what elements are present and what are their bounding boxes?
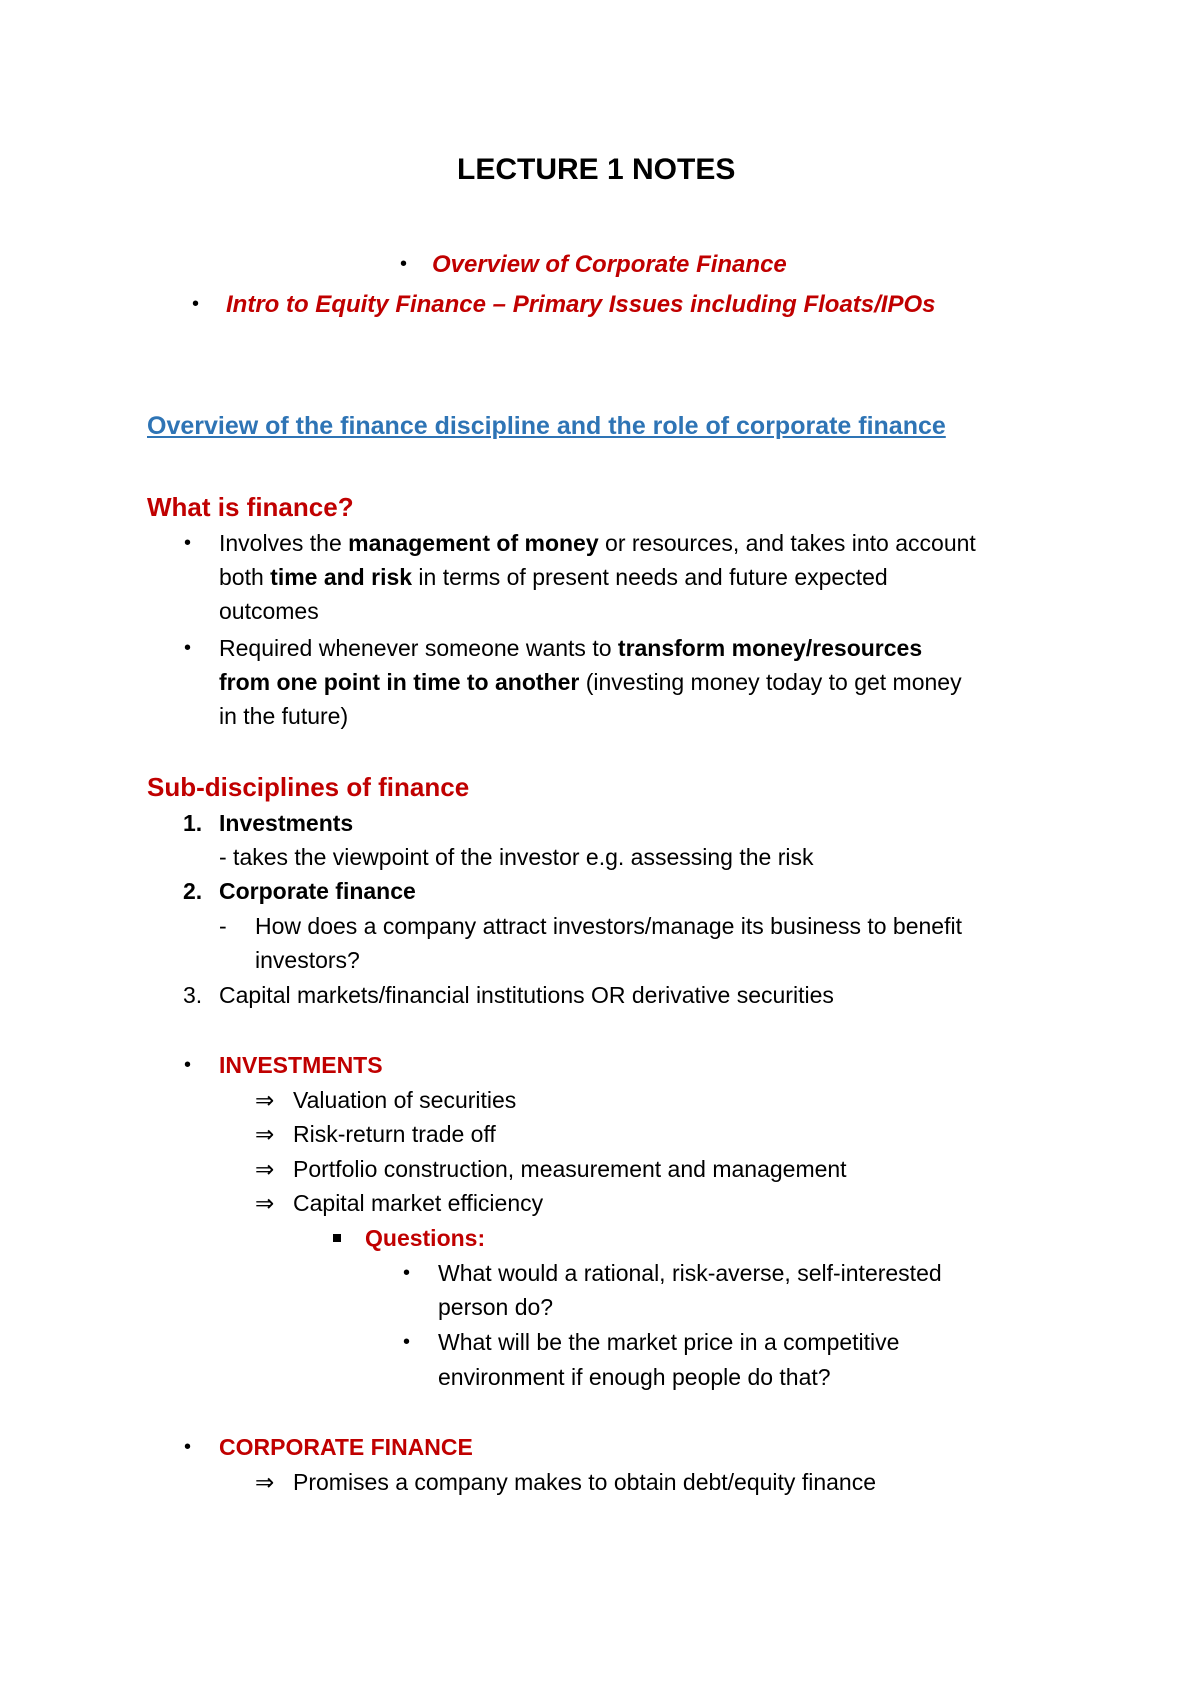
paragraph-line: from one point in time to another (investing money today to get money bbox=[219, 669, 962, 695]
corporate-finance-point: Promises a company makes to obtain debt/equity finance bbox=[293, 1469, 876, 1495]
bullet-icon: • bbox=[184, 1436, 192, 1458]
topic-item: Intro to Equity Finance – Primary Issues including Floats/IPOs bbox=[226, 291, 936, 318]
list-item-label: Corporate finance bbox=[219, 878, 416, 904]
bullet-icon: • bbox=[184, 637, 192, 659]
list-item-label: Capital markets/financial institutions OR derivative securities bbox=[219, 982, 834, 1008]
bullet-icon: • bbox=[403, 1262, 411, 1284]
bullet-icon: • bbox=[400, 253, 408, 275]
bullet-icon: • bbox=[192, 293, 200, 315]
arrow-icon: ⇒ bbox=[255, 1087, 275, 1113]
square-bullet-icon bbox=[333, 1234, 341, 1242]
list-item-desc: How does a company attract investors/manage its business to benefit bbox=[255, 913, 962, 939]
arrow-icon: ⇒ bbox=[255, 1469, 275, 1495]
list-item-desc: - takes the viewpoint of the investor e.g. assessing the risk bbox=[219, 844, 814, 870]
arrow-icon: ⇒ bbox=[255, 1190, 275, 1216]
bullet-icon: • bbox=[184, 1054, 192, 1076]
paragraph-line: both time and risk in terms of present needs and future expected bbox=[219, 564, 888, 590]
arrow-icon: ⇒ bbox=[255, 1156, 275, 1182]
paragraph-line: outcomes bbox=[219, 598, 319, 624]
list-item-desc: investors? bbox=[255, 947, 360, 973]
bullet-icon: • bbox=[184, 532, 192, 554]
paragraph-line: Involves the management of money or resources, and takes into account bbox=[219, 530, 976, 556]
page-title: LECTURE 1 NOTES bbox=[457, 153, 736, 186]
paragraph-line: Required whenever someone wants to transform money/resources bbox=[219, 635, 923, 661]
sub-disciplines-heading: Sub-disciplines of finance bbox=[147, 772, 470, 802]
paragraph-line: in the future) bbox=[219, 703, 349, 729]
what-is-finance-heading: What is finance? bbox=[147, 492, 354, 522]
investments-heading: INVESTMENTS bbox=[219, 1052, 383, 1078]
list-item-label: Investments bbox=[219, 810, 354, 836]
investments-point: Risk-return trade off bbox=[293, 1121, 496, 1147]
question-line: environment if enough people do that? bbox=[438, 1364, 831, 1390]
section-heading: Overview of the finance discipline and the role of corporate finance bbox=[147, 412, 946, 440]
topic-item: Overview of Corporate Finance bbox=[432, 251, 787, 278]
investments-point: Valuation of securities bbox=[293, 1087, 517, 1113]
bullet-icon: • bbox=[403, 1331, 411, 1353]
list-number: 2. bbox=[183, 878, 203, 904]
dash: - bbox=[219, 913, 227, 939]
question-line: What would a rational, risk-averse, self-interested bbox=[438, 1260, 942, 1286]
question-line: What will be the market price in a competitive bbox=[438, 1329, 900, 1355]
list-number: 1. bbox=[183, 810, 203, 836]
arrow-icon: ⇒ bbox=[255, 1121, 275, 1147]
investments-point: Capital market efficiency bbox=[293, 1190, 544, 1216]
question-line: person do? bbox=[438, 1294, 554, 1320]
list-number: 3. bbox=[183, 982, 203, 1008]
corporate-finance-heading: CORPORATE FINANCE bbox=[219, 1434, 473, 1460]
questions-heading: Questions: bbox=[365, 1225, 486, 1251]
investments-point: Portfolio construction, measurement and management bbox=[293, 1156, 847, 1182]
